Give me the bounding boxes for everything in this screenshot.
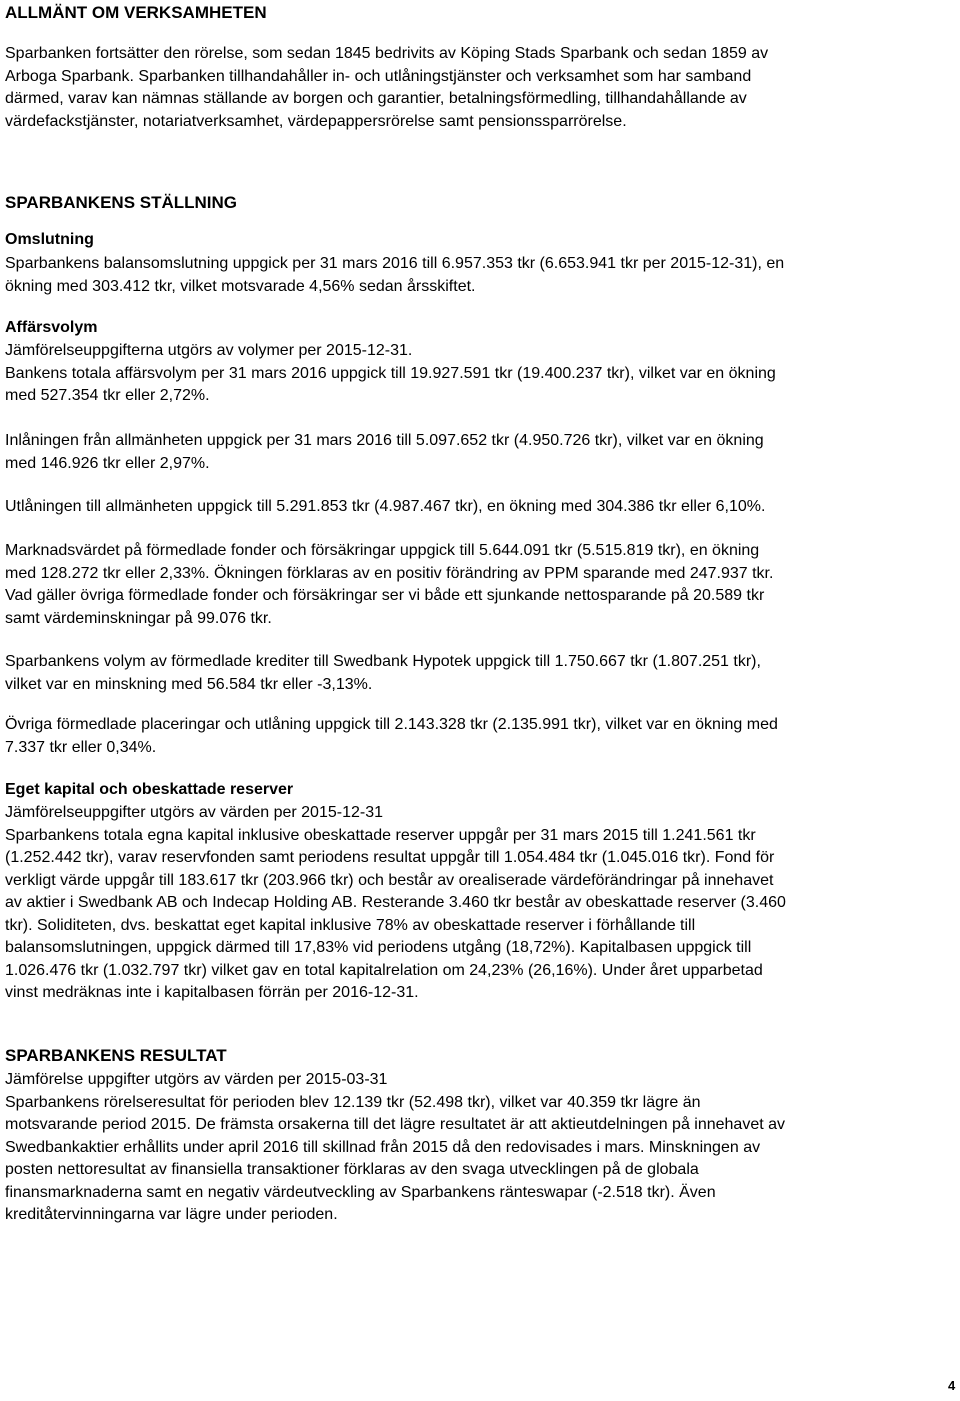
paragraph-eget-kapital: Jämförelseuppgifter utgörs av värden per 2015-12-31 Sparbankens totala egna kapital inklusive obeskattade reserver uppgår per 31 mars 2015 till 1.241.561 tkr (1.252.442 tkr), varav reservfonden samt periodens resultat uppgår till 1.054.484 tkr (1.045.016 tkr). Fond för verkligt värde uppgår till 183.617 tkr (203.966 tkr) och består av orealiserade värdeförändringar på innehavet av aktier i Swedbank AB och Indecap Holding AB. Resterande 3.460 tkr består av obeskattade reserver (3.460 tkr). Soliditeten, dvs. beskattat eget kapital inklusive 78% av obeskattade reserver i förhållande till balansomslutningen, uppgick därmed till 17,83% vid periodens utgång (18,72%). Kapitalbasen uppgick till 1.026.476 tkr (1.032.797 tkr) vilket gav en total kapitalrelation om 24,23% (26,16%). Under året upparbetad vinst medräknas inte i kapitalbasen förrän per 2016-12-31. bbox=[5, 804, 786, 1001]
paragraph-omslutning: Sparbankens balansomslutning uppgick per 31 mars 2016 till 6.957.353 tkr (6.653.941 tkr per 2015-12-31), en ökning med 303.412 tkr, vilket motsvarade 4,56% sedan årsskiftet. bbox=[5, 255, 785, 295]
paragraph-ovriga: Övriga förmedlade placeringar och utlåning uppgick till 2.143.328 tkr (2.135.991 tkr), vilket var en ökning med 7.337 tkr eller 0,34%. bbox=[5, 716, 778, 756]
subheading-affarsvolym: Affärsvolym bbox=[5, 319, 98, 336]
paragraph-marknadsvarde: Marknadsvärdet på förmedlade fonder och försäkringar uppgick till 5.644.091 tkr (5.515.819 tkr), en ökning med 128.272 tkr eller 2,33%. Ökningen förklaras av en positiv förändring av PPM sparande med 247.937 tkr. Vad gäller övriga förmedlade fonder och försäkringar ser vi både ett sjunkande nettosparande på 20.589 tkr samt värdeminskningar på 99.076 tkr. bbox=[5, 542, 774, 627]
paragraph-utlaning: Utlåningen till allmänheten uppgick till 5.291.853 tkr (4.987.467 tkr), en ökning med 304.386 tkr eller 6,10%. bbox=[5, 498, 766, 515]
section-heading-eget-kapital: Eget kapital och obeskattade reserver bbox=[5, 781, 294, 798]
paragraph-verksamhet: Sparbanken fortsätter den rörelse, som sedan 1845 bedrivits av Köping Stads Sparbank och sedan 1859 av Arboga Sparbank. Sparbanken tillhandahåller in- och utlåningstjänster och verksamhet som har samband därmed, varav kan nämnas ställande av borgen och garantier, betalningsförmedling, tillhandahållande av värdefackstjänster, notariatverksamhet, värdepappersrörelse samt pensionssparrörelse. bbox=[5, 45, 769, 130]
paragraph-inlaning: Inlåningen från allmänheten uppgick per 31 mars 2016 till 5.097.652 tkr (4.950.726 tkr), vilket var en ökning med 146.926 tkr eller 2,97%. bbox=[5, 432, 764, 472]
page-number: 4 bbox=[948, 1378, 956, 1393]
paragraph-krediter: Sparbankens volym av förmedlade krediter till Swedbank Hypotek uppgick till 1.750.667 tkr (1.807.251 tkr), vilket var en minskning med 56.584 tkr eller -3,13%. bbox=[5, 653, 761, 693]
section-heading-stallning: SPARBANKENS STÄLLNING bbox=[5, 193, 238, 212]
paragraph-affarsvolym: Jämförelseuppgifterna utgörs av volymer per 2015-12-31. Bankens totala affärsvolym per 31 mars 2016 uppgick till 19.927.591 tkr (19.400.237 tkr), vilket var en ökning med 527.354 tkr eller 2,72%. bbox=[5, 342, 776, 404]
subheading-omslutning: Omslutning bbox=[5, 231, 94, 248]
paragraph-resultat: Jämförelse uppgifter utgörs av värden per 2015-03-31 Sparbankens rörelseresultat för perioden blev 12.139 tkr (52.498 tkr), vilket var 40.359 tkr lägre än motsvarande period 2015. De främsta orsakerna till det lägre resultatet är att aktieutdelningen på innehavet av Swedbankaktier erhållits under april 2016 till skillnad från 2015 då den redovisades i mars. Minskningen av posten nettoresultat av finansiella transaktioner förklaras av den svaga utvecklingen på de globala finansmarknaderna samt en negativ värdeutveckling av Sparbankens ränteswapar (-2.518 tkr). Även kreditåtervinningarna var lägre under perioden. bbox=[5, 1071, 786, 1223]
section-heading-resultat: SPARBANKENS RESULTAT bbox=[5, 1046, 227, 1065]
section-heading-allmant: ALLMÄNT OM VERKSAMHETEN bbox=[5, 3, 267, 22]
